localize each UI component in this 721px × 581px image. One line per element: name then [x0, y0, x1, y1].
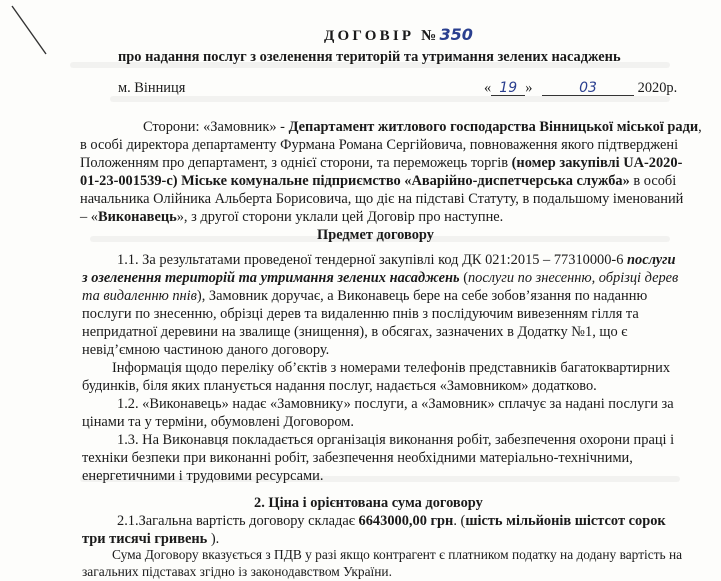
clause-emphasis: послуги	[627, 252, 676, 268]
clause-text: енергетичними і трудовими ресурсами.	[82, 468, 324, 484]
clause-1-1-line	[82, 305, 639, 323]
clause-text: . (	[453, 513, 466, 529]
contractor-name: 01-23-001539-с) Міське комунальне підприємство «Аварійно-диспетчерська служба»	[80, 173, 630, 189]
clause-text: послуги по знесенню, обрізці дерев та видаленню пнів з послідуючим вивезенням гілля та	[82, 306, 639, 322]
clause-text: цінами та у терміни, обумовлені Договором.	[82, 414, 355, 430]
amount-in-words: три тисячі гривень	[82, 531, 208, 547]
preamble-text: – «	[80, 209, 98, 225]
city: м. Вінниця	[118, 80, 186, 96]
preamble-line	[80, 136, 686, 154]
clause-text: 2.1.Загальна вартість договору складає	[117, 513, 359, 529]
clause-1-1-line	[82, 269, 678, 287]
amount-in-words: шість мільйонів шістсот сорок	[465, 513, 666, 529]
section-heading-price: 2. Ціна і орієнтована сума договору	[254, 495, 483, 511]
clause-1-1-line	[82, 341, 329, 359]
preamble-text: ,	[698, 119, 702, 135]
clause-text: ), Замовник доручає, а Виконавець бере на себе зобов’язання по наданню	[196, 288, 648, 304]
clause-1-3-line	[82, 467, 323, 485]
procurement-number: (номер закупівлі UA-2020-	[511, 155, 683, 171]
contract-title-label: ДОГОВІР №	[324, 28, 440, 44]
clause-text: Сума Договору вказується з ПДВ у разі якщо контрагент є платником податку на додану вартість на	[112, 547, 683, 562]
preamble-text: Положенням про департамент, з однієї сторони, та переможець торгів	[80, 155, 512, 171]
vat-line	[82, 563, 392, 581]
preamble-line	[80, 190, 683, 208]
clause-italic: та видаленню пнів	[82, 288, 197, 304]
clause-text: 1.3. На Виконавця покладається організація виконання робіт, забезпечення охорони праці і	[117, 432, 675, 448]
clause-text: 1.2. «Виконавець» надає «Замовнику» послуги, а «Замовник» сплачує за надані послуги за	[117, 396, 674, 412]
preamble-text: в особі директора департаменту Фурмана Романа Сергійовича, повноваження якого підтверджені	[80, 137, 679, 153]
clause-1-2-line	[82, 413, 354, 431]
contractor-role: Виконавець	[98, 209, 177, 225]
clause-text: ).	[207, 531, 220, 547]
pen-stroke-mark	[0, 0, 60, 60]
clause-italic: послуги по знесенню, обрізці дерев	[467, 270, 679, 286]
preamble-line	[80, 208, 503, 226]
preamble-text: », з другої сторони уклали цей Договір про наступне.	[176, 209, 504, 225]
clause-text: (	[459, 270, 468, 286]
clause-1-1-line	[82, 287, 647, 305]
date-close-quote: »	[525, 80, 533, 96]
contract-subtitle: про надання послуг з озеленення територій та утримання зелених насаджень	[118, 49, 621, 65]
contract-amount: 6643000,00 грн	[358, 513, 454, 529]
clause-2-1-line	[117, 512, 666, 530]
date-month: 03	[542, 81, 634, 96]
clause-text: 1.1. За результатами проведеної тендерної закупівлі код ДК 021:2015 – 77310000-6	[117, 252, 628, 268]
info-line	[112, 359, 670, 377]
clause-text: техніки безпеки при виконанні робіт, забезпечення необхідними матеріально-технічними,	[82, 450, 633, 466]
preamble-line	[80, 172, 676, 190]
clause-text: загальних підставах згідно із законодавством України.	[82, 564, 392, 579]
section-heading-subject: Предмет договору	[317, 227, 434, 243]
clause-1-2-line	[117, 395, 674, 413]
clause-1-3-line	[117, 431, 674, 449]
date-open-quote: «	[484, 80, 492, 96]
clause-text: Інформація щодо переліку об’єктів з номерами телефонів представників багатоквартирних	[112, 360, 671, 376]
clause-1-1-line	[82, 323, 627, 341]
preamble-line	[143, 118, 702, 136]
clause-text: непридатної деревини на звалище (знищення), в обсягах, зазначених в Додатку №1, що є	[82, 324, 628, 340]
clause-text: невід’ємною частиною даного договору.	[82, 342, 330, 358]
date-day: 19	[491, 81, 525, 96]
contract-title	[324, 26, 473, 45]
clause-1-1-line	[117, 251, 676, 269]
vat-line	[112, 546, 682, 564]
preamble-text: в особі	[629, 173, 677, 189]
preamble-line	[80, 154, 682, 172]
contract-number: 350	[439, 25, 473, 44]
contract-date	[484, 79, 677, 97]
customer-name: Департамент житлового господарства Вінницької міської ради	[288, 119, 699, 135]
clause-1-3-line	[82, 449, 633, 467]
preamble-text: начальника Олійника Альберта Борисовича, що діє на підставі Статуту, в подальшому іменований	[80, 191, 684, 207]
info-line	[82, 377, 597, 395]
preamble-text: Сторони: «Замовник» -	[143, 119, 289, 135]
clause-text: будинків, біля яких планується надання послуг, надається «Замовником» додатково.	[82, 378, 597, 394]
clause-emphasis: з озеленення територій та утримання зелених насаджень	[82, 270, 460, 286]
date-year: 2020р.	[637, 80, 678, 96]
